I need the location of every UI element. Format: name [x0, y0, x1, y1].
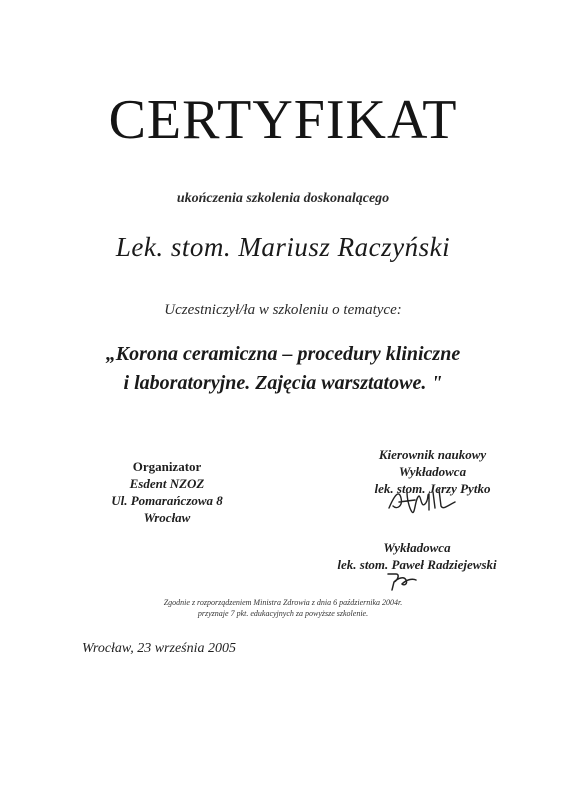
lecturer-2-signature	[382, 568, 422, 596]
certificate-subtitle: ukończenia szkolenia doskonalącego	[176, 191, 390, 206]
legal-note	[0, 597, 566, 619]
lecturer-2-name: lek. stom. Paweł Radziejewski	[337, 557, 497, 572]
certificate-title: CERTYFIKAT	[108, 89, 458, 151]
organizer-heading: Organizator	[132, 459, 202, 474]
lecturer-1-role: Wykładowca	[398, 464, 467, 479]
lecturer-1-role-scientific: Kierownik naukowy	[378, 447, 487, 462]
lecturer-1-signature	[385, 484, 460, 518]
organizer-city: Wrocław	[143, 510, 191, 525]
organizer-block	[92, 458, 242, 526]
recipient-name: Lek. stom. Mariusz Raczyński	[115, 232, 451, 262]
organizer-street: Ul. Pomarańczowa 8	[111, 493, 223, 508]
issue-date: Wrocław, 23 września 2005	[82, 641, 237, 656]
lecturer-2-role: Wykładowca	[383, 540, 451, 555]
legal-note-line-2: przyznaje 7 pkt. edukacyjnych za powyższe szkolenie.	[197, 609, 369, 618]
lecturer-1-name: lek. stom. Jerzy Pytko	[374, 481, 491, 496]
participation-intro: Uczestniczył/ła w szkoleniu o tematyce:	[164, 302, 402, 318]
training-topic-line-1: „Korona ceramiczna – procedury kliniczne	[105, 343, 461, 365]
training-topic-line-2: i laboratoryjne. Zajęcia warsztatowe. "	[123, 372, 443, 394]
organizer-name: Esdent NZOZ	[129, 476, 205, 491]
legal-note-line-1: Zgodnie z rozporządzeniem Ministra Zdrowia z dnia 6 października 2004r.	[163, 598, 403, 607]
